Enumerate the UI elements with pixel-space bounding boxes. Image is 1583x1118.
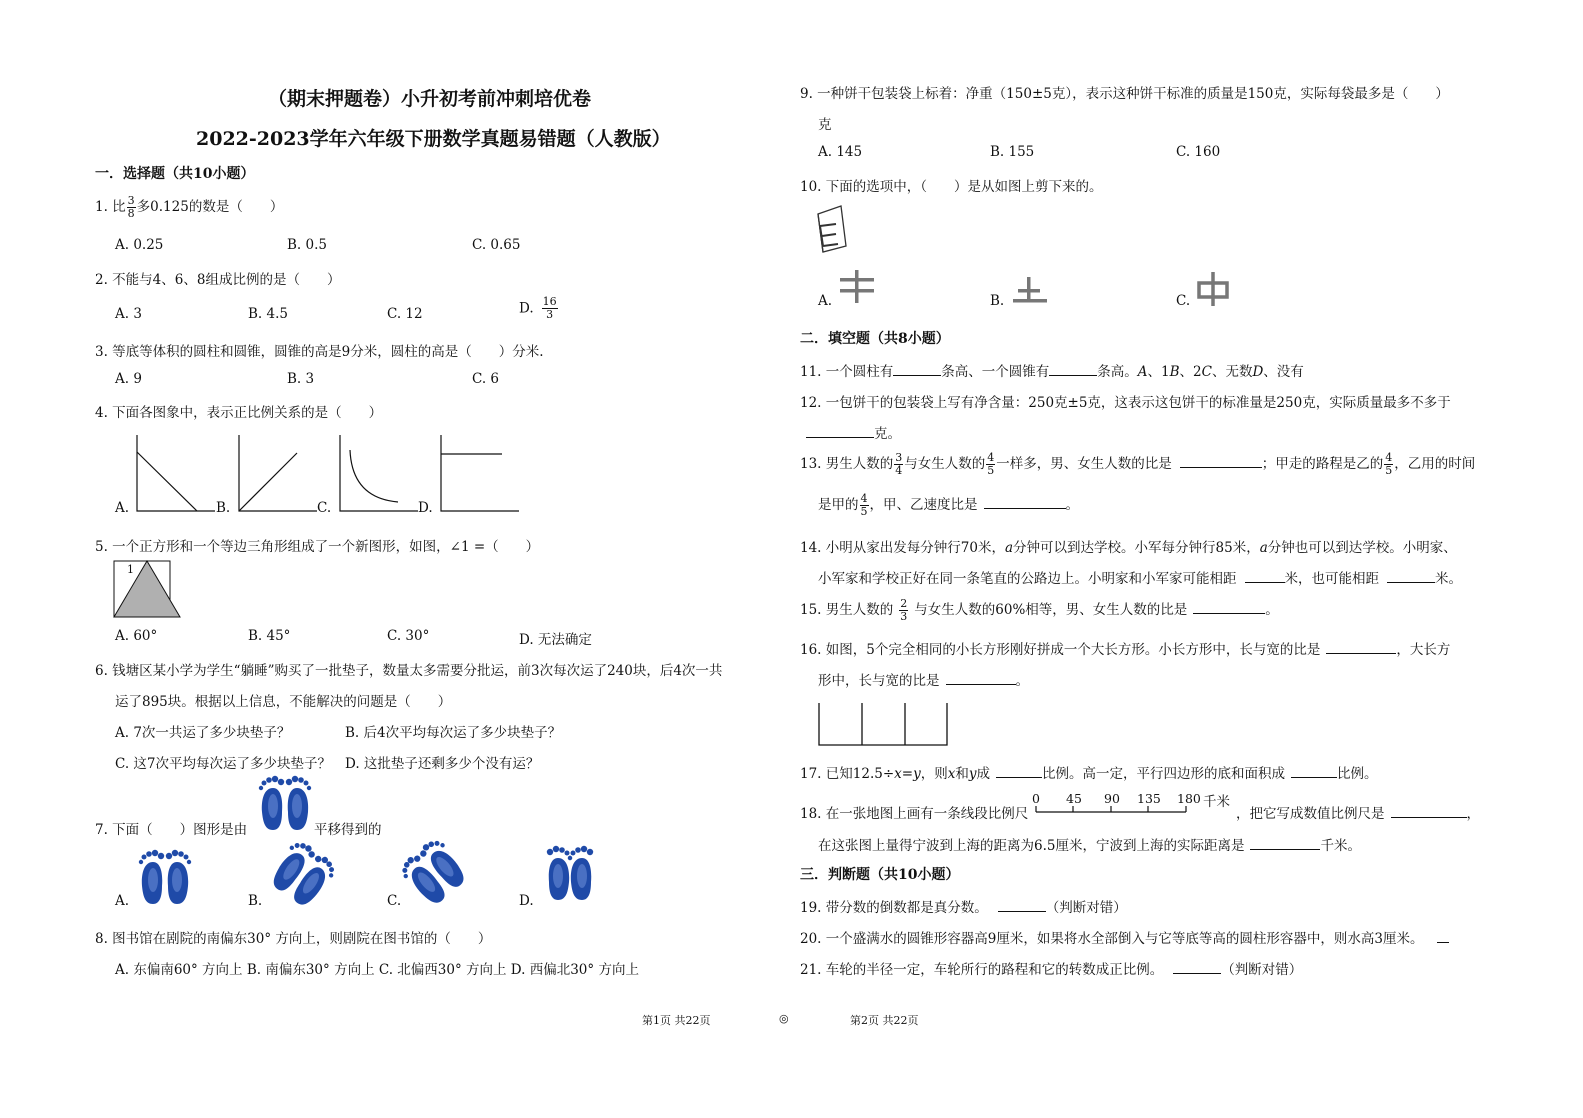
q18-unit: 千米 <box>1203 794 1230 810</box>
q6-option-a[interactable]: A. 7次一共运了多少块垫子？ <box>115 725 291 741</box>
question-9-line2: 克 <box>818 117 832 133</box>
question-6-line1: 6. 钱塘区某小学为学生“躺睡”购买了一批垫子，数量太多需要分批运，前3次每次运了240块，后4次一共 <box>95 663 723 679</box>
q3-option-b[interactable]: B. 3 <box>287 371 315 387</box>
q10-option-c[interactable]: C. <box>1176 293 1191 309</box>
q5-option-c[interactable]: C. 30° <box>387 628 430 644</box>
q18-blank-2[interactable] <box>1250 837 1320 850</box>
question-15: 15. 男生人数的 $\frac{2}{3}$ 与女生人数的60%相等，男、女生人数的比是 。 <box>800 597 1279 623</box>
question-3: 3. 等底等体积的圆柱和圆锥，圆锥的高是9分米，圆柱的高是（ ）分米. <box>95 344 544 360</box>
q9-option-c[interactable]: C. 160 <box>1176 144 1221 160</box>
question-18-mid: ，把它写成数值比例尺是 ， <box>1236 806 1480 822</box>
footer-page-left: 第1页 共22页 <box>642 1014 711 1027</box>
q18-tick-45: 45 <box>1066 791 1082 806</box>
q1-pre: 1. 比 <box>95 199 126 215</box>
q6-option-b[interactable]: B. 后4次平均每次运了多少块垫子？ <box>345 725 562 741</box>
question-7-pre: 7. 下面（ ）图形是由 <box>95 822 248 838</box>
q19-blank[interactable] <box>998 899 1046 912</box>
q3-option-c[interactable]: C. 6 <box>472 371 500 387</box>
question-16-line2: 形中，长与宽的比是 。 <box>818 673 1029 689</box>
q7-option-a[interactable]: A. <box>115 893 130 909</box>
q5-option-d[interactable]: D. 无法确定 <box>519 632 592 648</box>
question-21: 21. 车轮的半径一定，车轮所行的路程和它的转数成正比例。 （判断对错） <box>800 962 1303 978</box>
q5-angle-label: 1 <box>127 563 134 576</box>
q7-option-b[interactable]: B. <box>248 893 263 909</box>
q1-option-b[interactable]: B. 0.5 <box>287 237 327 253</box>
q1-option-a[interactable]: A. 0.25 <box>115 237 164 253</box>
section-heading-choice: 一．选择题（共10小题） <box>95 166 255 182</box>
q1-option-c[interactable]: C. 0.65 <box>472 237 521 253</box>
question-9-line1: 9. 一种饼干包装袋上标着：净重（150±5克），表示这种饼干标准的质量是150克，实际每袋最多是（ ） <box>800 86 1449 102</box>
page-subtitle: 2022-2023学年六年级下册数学真题易错题（人教版） <box>196 128 671 150</box>
q9-option-b[interactable]: B. 155 <box>990 144 1035 160</box>
q18-tick-0: 0 <box>1032 791 1040 806</box>
q4-option-d[interactable]: D. <box>418 500 433 516</box>
q2-option-c[interactable]: C. 12 <box>387 306 423 322</box>
question-16-line1: 16. 如图，5个完全相同的小长方形刚好拼成一个大长方形。小长方形中，长与宽的比是 ，大长方 <box>800 642 1451 658</box>
page-title: （期末押题卷）小升初考前冲刺培优卷 <box>268 88 592 110</box>
q5-option-b[interactable]: B. 45° <box>248 628 291 644</box>
q2-option-b[interactable]: B. 4.5 <box>248 306 288 322</box>
question-20: 20. 一个盛满水的圆锥形容器高9厘米，如果将水全部倒入与它等底等高的圆柱形容器中，则水高3厘米。 <box>800 927 1449 947</box>
q21-blank[interactable] <box>1173 961 1221 974</box>
question-12-line1: 12. 一包饼干的包装袋上写有净含量：250克±5克，这表示这包饼干的标准量是250克，实际质量最多不多于 <box>800 395 1451 411</box>
section-heading-fill: 二．填空题（共8小题） <box>800 331 950 347</box>
question-13-line1: 13. 男生人数的 $\frac{3}{4}$ 与女生人数的 $\frac{4}{5}$ 一样多，男、女生人数的比是 ；甲走的路程是乙的 $\frac{4}{5}$ ，乙用的时间 <box>800 451 1476 477</box>
question-11: 11. 一个圆柱有 条高、一个圆锥有 条高。A、1B、2C、无数D、没有 <box>800 364 1304 380</box>
q2-option-a[interactable]: A. 3 <box>115 306 142 322</box>
question-12-line2: 克。 <box>806 422 901 442</box>
q20-blank[interactable] <box>1437 930 1449 943</box>
q6-option-c[interactable]: C. 这7次平均每次运了多少块垫子？ <box>115 756 332 772</box>
footer-center-mark: ◎ <box>779 1012 789 1025</box>
question-13-line2: 是甲的 $\frac{4}{5}$ ，甲、乙速度比是 。 <box>818 492 1079 518</box>
q18-tick-135: 135 <box>1137 791 1161 806</box>
question-7-post: 平移得到的 <box>314 822 382 838</box>
question-18-pre: 18. 在一张地图上画有一条线段比例尺 <box>800 806 1029 822</box>
question-14-line1: 14. 小明从家出发每分钟行70米，a分钟可以到达学校。小军每分钟行85米，a分钟也可以到达学校。小明家、 <box>800 540 1457 556</box>
question-14-line2: 小军家和学校正好在同一条笔直的公路边上。小明家和小军家可能相距 米，也可能相距 米。 <box>818 571 1462 587</box>
q4-option-a[interactable]: A. <box>115 500 130 516</box>
section-heading-judge: 三．判断题（共10小题） <box>800 867 960 883</box>
question-2: 2. 不能与4、6、8组成比例的是（ ） <box>95 272 341 288</box>
question-18-line2: 在这张图上量得宁波到上海的距离为6.5厘米，宁波到上海的实际距离是 千米。 <box>818 838 1361 854</box>
q7-option-d[interactable]: D. <box>519 893 534 909</box>
q3-option-a[interactable]: A. 9 <box>115 371 142 387</box>
q1-post: 多0.125的数是（ ） <box>136 199 284 215</box>
question-5: 5. 一个正方形和一个等边三角形组成了一个新图形，如图，∠1 =（ ） <box>95 539 540 555</box>
q6-option-d[interactable]: D. 这批垫子还剩多少个没有运？ <box>345 756 540 772</box>
q4-option-b[interactable]: B. <box>216 500 231 516</box>
q2-option-d[interactable]: D. $\frac{16}{3}$ <box>519 295 557 321</box>
q7-option-c[interactable]: C. <box>387 893 402 909</box>
question-10: 10. 下面的选项中，（ ）是从如图上剪下来的。 <box>800 179 1103 195</box>
q1-fraction: $\frac{3}{8}$ <box>127 194 135 220</box>
question-19: 19. 带分数的倒数都是真分数。 （判断对错） <box>800 900 1127 916</box>
q4-option-c[interactable]: C. <box>317 500 332 516</box>
question-8: 8. 图书馆在剧院的南偏东30° 方向上，则剧院在图书馆的（ ） <box>95 931 492 947</box>
footer-page-right: 第2页 共22页 <box>850 1014 919 1027</box>
q18-tick-90: 90 <box>1104 791 1120 806</box>
question-4: 4. 下面各图象中，表示正比例关系的是（ ） <box>95 405 383 421</box>
question-17: 17. 已知12.5÷x=y，则x和y成 比例。高一定，平行四边形的底和面积成 比例。 <box>800 766 1378 782</box>
q5-option-a[interactable]: A. 60° <box>115 628 158 644</box>
question-6-line2: 运了895块。根据以上信息，不能解决的问题是（ ） <box>115 694 452 710</box>
q8-options[interactable]: A. 东偏南60° 方向上 B. 南偏东30° 方向上 C. 北偏西30° 方向上 D. 西偏北30° 方向上 <box>115 962 639 978</box>
q10-option-a[interactable]: A. <box>818 293 833 309</box>
q9-option-a[interactable]: A. 145 <box>818 144 863 160</box>
q18-blank-1[interactable] <box>1391 805 1467 818</box>
q18-tick-180: 180 <box>1177 791 1201 806</box>
q10-option-b[interactable]: B. <box>990 293 1005 309</box>
